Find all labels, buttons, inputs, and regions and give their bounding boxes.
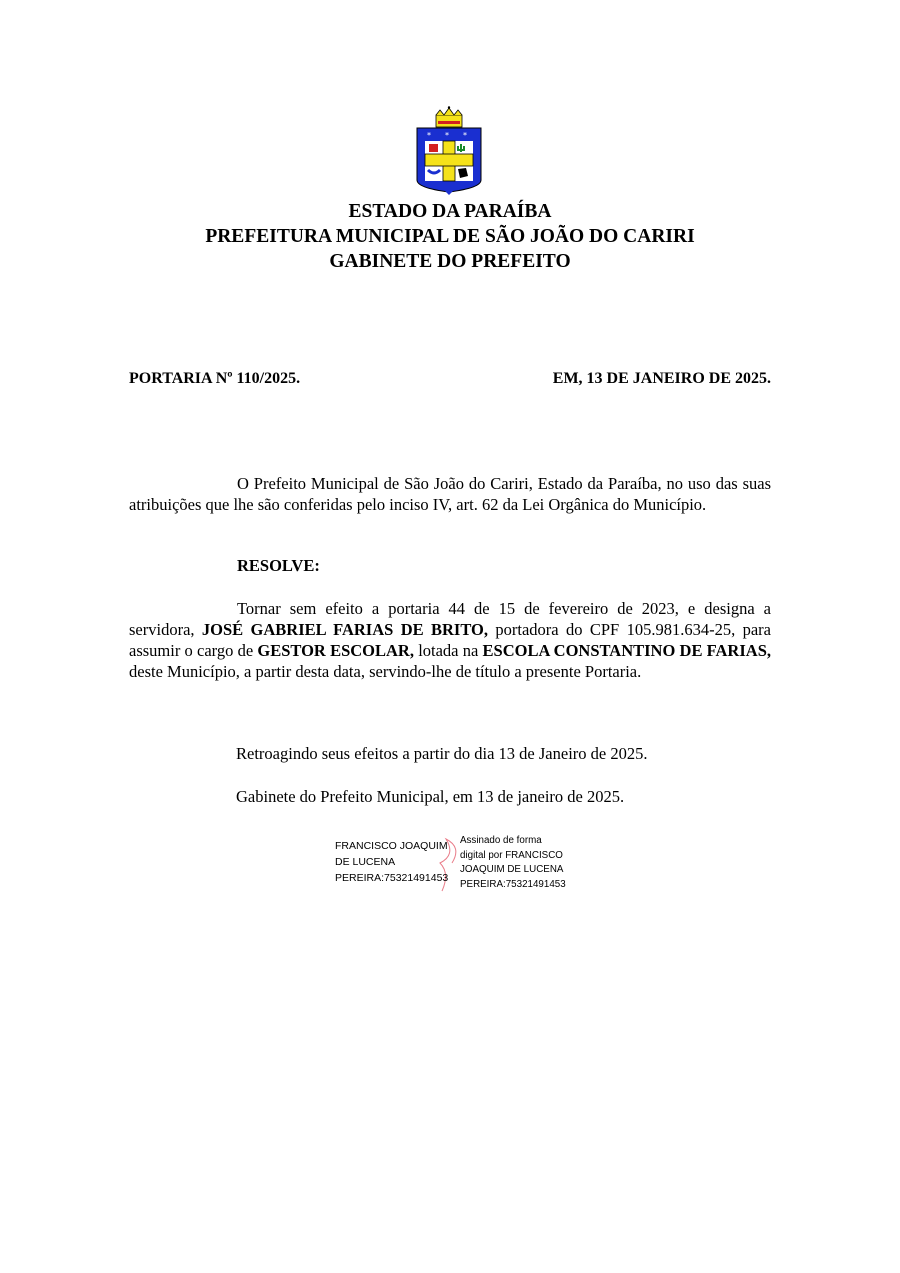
- portaria-line: [129, 370, 771, 392]
- designation-text-d: deste Município, a partir desta data, servindo-lhe de título a presente Portaria.: [129, 662, 642, 681]
- signer-line-2: DE LUCENA: [335, 856, 396, 868]
- portaria-date: EM, 13 DE JANEIRO DE 2025.: [552, 370, 771, 387]
- signature-details: [460, 834, 566, 892]
- resolve-heading: RESOLVE:: [237, 556, 320, 575]
- role-name: GESTOR ESCOLAR,: [257, 641, 414, 660]
- municipal-crest-icon: [414, 106, 484, 196]
- header-state: ESTADO DA PARAÍBA: [348, 201, 552, 222]
- designation-paragraph: [129, 598, 771, 682]
- designation-text-a: Tornar sem efeito a portaria 44 de 15 de fevereiro de 2023, e designa a servidora,: [129, 599, 771, 639]
- intro-paragraph: O Prefeito Municipal de São João do Cariri, Estado da Paraíba, no uso das suas atribuições que lhe são conferidas pelo inciso IV, art. 62 da Lei Orgânica do Município.: [129, 474, 771, 514]
- signature-signer: [335, 838, 448, 886]
- details-line-1: Assinado de forma: [460, 835, 542, 846]
- servant-name: JOSÉ GABRIEL FARIAS DE BRITO,: [201, 620, 489, 639]
- svg-text:*: *: [445, 131, 449, 140]
- signer-line-3: PEREIRA:75321491453: [335, 872, 449, 884]
- details-line-3: JOAQUIM DE LUCENA: [460, 864, 564, 875]
- details-line-4: PEREIRA:75321491453: [460, 878, 566, 890]
- designation-text-c: lotada na: [413, 641, 483, 660]
- svg-text:*: *: [463, 131, 467, 140]
- designation-text-b: portadora do CPF 105.981.634-25, para assumir o cargo de: [129, 620, 771, 660]
- digital-signature: [335, 833, 595, 895]
- portaria-number: PORTARIA Nº 110/2025.: [129, 370, 301, 387]
- signer-line-1: FRANCISCO JOAQUIM: [335, 840, 448, 852]
- details-line-2: digital por FRANCISCO: [460, 849, 563, 861]
- header-prefeitura: PREFEITURA MUNICIPAL DE SÃO JOÃO DO CARIRI: [205, 226, 695, 247]
- retroactive-paragraph: Retroagindo seus efeitos a partir do dia 13 de Janeiro de 2025.: [236, 744, 648, 763]
- document-header: [0, 199, 900, 274]
- school-name: ESCOLA CONSTANTINO DE FARIAS,: [482, 641, 771, 660]
- header-gabinete: GABINETE DO PREFEITO: [329, 251, 571, 272]
- closing-paragraph: Gabinete do Prefeito Municipal, em 13 de janeiro de 2025.: [236, 787, 625, 806]
- svg-text:*: *: [427, 131, 431, 140]
